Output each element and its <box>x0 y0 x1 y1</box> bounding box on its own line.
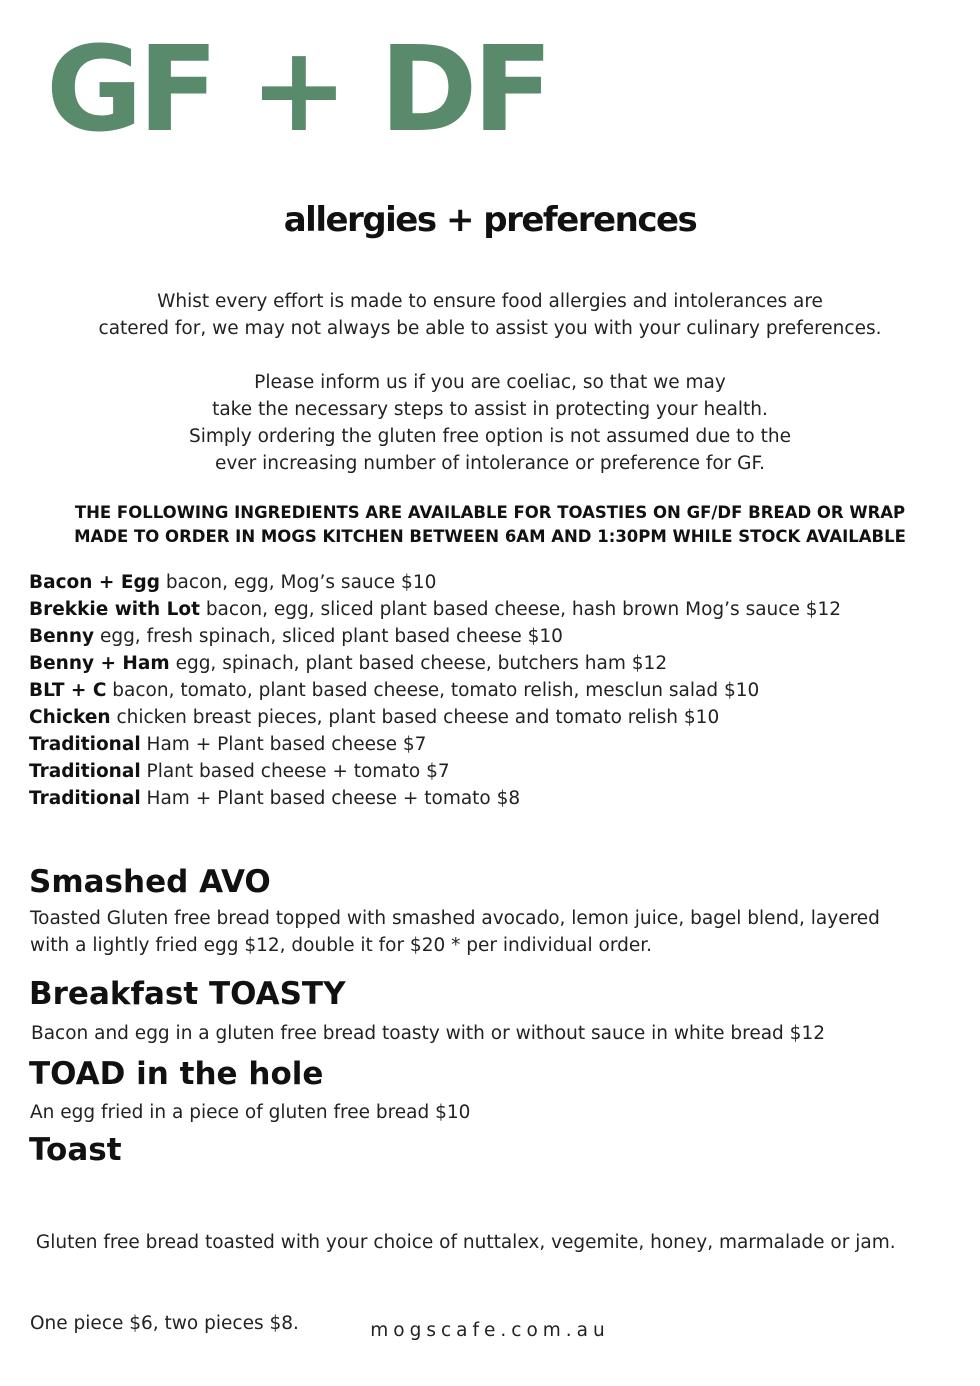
desc-line: with a lightly fried egg $12, double it for $20 * per individual order. <box>30 935 653 956</box>
section-title-breakfast-toasty: Breakfast TOASTY <box>29 976 346 1012</box>
list-item <box>29 596 949 623</box>
list-item <box>29 785 949 812</box>
list-item <box>29 569 949 596</box>
section-title-toad-in-the-hole: TOAD in the hole <box>29 1056 324 1092</box>
desc-line: Bacon and egg in a gluten free bread toasty with or without sauce in white bread $12 <box>31 1023 825 1044</box>
section-desc-smashed-avo <box>30 905 930 959</box>
item-desc: bacon, tomato, plant based cheese, tomato relish, mesclun salad $10 <box>106 680 760 701</box>
footer-website: mogscafe.com.au <box>370 1320 610 1341</box>
intro-line: Whist every effort is made to ensure food allergies and intolerances are <box>157 291 823 312</box>
item-desc: Plant based cheese + tomato $7 <box>140 761 450 782</box>
intro-line: Simply ordering the gluten free option is not assumed due to the <box>188 426 791 447</box>
item-name: Chicken <box>29 707 111 728</box>
logo-gf-df: GF + DF <box>46 20 549 158</box>
item-name: BLT + C <box>29 680 107 701</box>
item-desc: chicken breast pieces, plant based cheese and tomato relish $10 <box>110 707 720 728</box>
section-desc-breakfast-toasty <box>31 1020 931 1047</box>
toastie-list <box>29 569 949 812</box>
section-title-smashed-avo: Smashed AVO <box>29 864 271 900</box>
item-name: Traditional <box>29 788 141 809</box>
section-title-toast: Toast <box>29 1132 122 1168</box>
item-desc: bacon, egg, Mog’s sauce $10 <box>159 572 437 593</box>
list-item <box>29 650 949 677</box>
list-item <box>29 704 949 731</box>
item-name: Bacon + Egg <box>29 572 160 593</box>
desc-line: Toasted Gluten free bread topped with smashed avocado, lemon juice, bagel blend, layered <box>30 908 880 929</box>
list-item <box>29 623 949 650</box>
item-desc: egg, fresh spinach, sliced plant based cheese $10 <box>94 626 563 647</box>
notice-line: THE FOLLOWING INGREDIENTS ARE AVAILABLE FOR TOASTIES ON GF/DF BREAD OR WRAP <box>74 503 906 522</box>
item-desc: egg, spinach, plant based cheese, butchers ham $12 <box>169 653 668 674</box>
intro-line: take the necessary steps to assist in protecting your health. <box>212 399 768 420</box>
desc-line: Gluten free bread toasted with your choice of nuttalex, vegemite, honey, marmalade or jam. <box>30 1232 896 1253</box>
item-desc: Ham + Plant based cheese $7 <box>140 734 427 755</box>
desc-line: An egg fried in a piece of gluten free bread $10 <box>30 1102 471 1123</box>
intro-line: Please inform us if you are coeliac, so that we may <box>254 372 726 393</box>
list-item <box>29 677 949 704</box>
page-subtitle: allergies + preferences <box>283 200 697 240</box>
item-name: Brekkie with Lot <box>29 599 200 620</box>
item-name: Benny + Ham <box>29 653 170 674</box>
intro-line: catered for, we may not always be able to assist you with your culinary preferences. <box>98 318 882 339</box>
list-item <box>29 758 949 785</box>
desc-line: One piece $6, two pieces $8. <box>30 1313 299 1334</box>
item-desc: bacon, egg, sliced plant based cheese, hash brown Mog’s sauce $12 <box>199 599 842 620</box>
item-name: Benny <box>29 626 95 647</box>
section-desc-toad-in-the-hole <box>30 1099 930 1126</box>
list-item <box>29 731 949 758</box>
item-name: Traditional <box>29 761 141 782</box>
item-name: Traditional <box>29 734 141 755</box>
item-desc: Ham + Plant based cheese + tomato $8 <box>140 788 521 809</box>
intro-text <box>40 288 940 477</box>
availability-notice <box>40 501 940 549</box>
notice-line: MADE TO ORDER IN MOGS KITCHEN BETWEEN 6AM AND 1:30PM WHILE STOCK AVAILABLE <box>74 527 906 546</box>
intro-line: ever increasing number of intolerance or preference for GF. <box>214 453 766 474</box>
